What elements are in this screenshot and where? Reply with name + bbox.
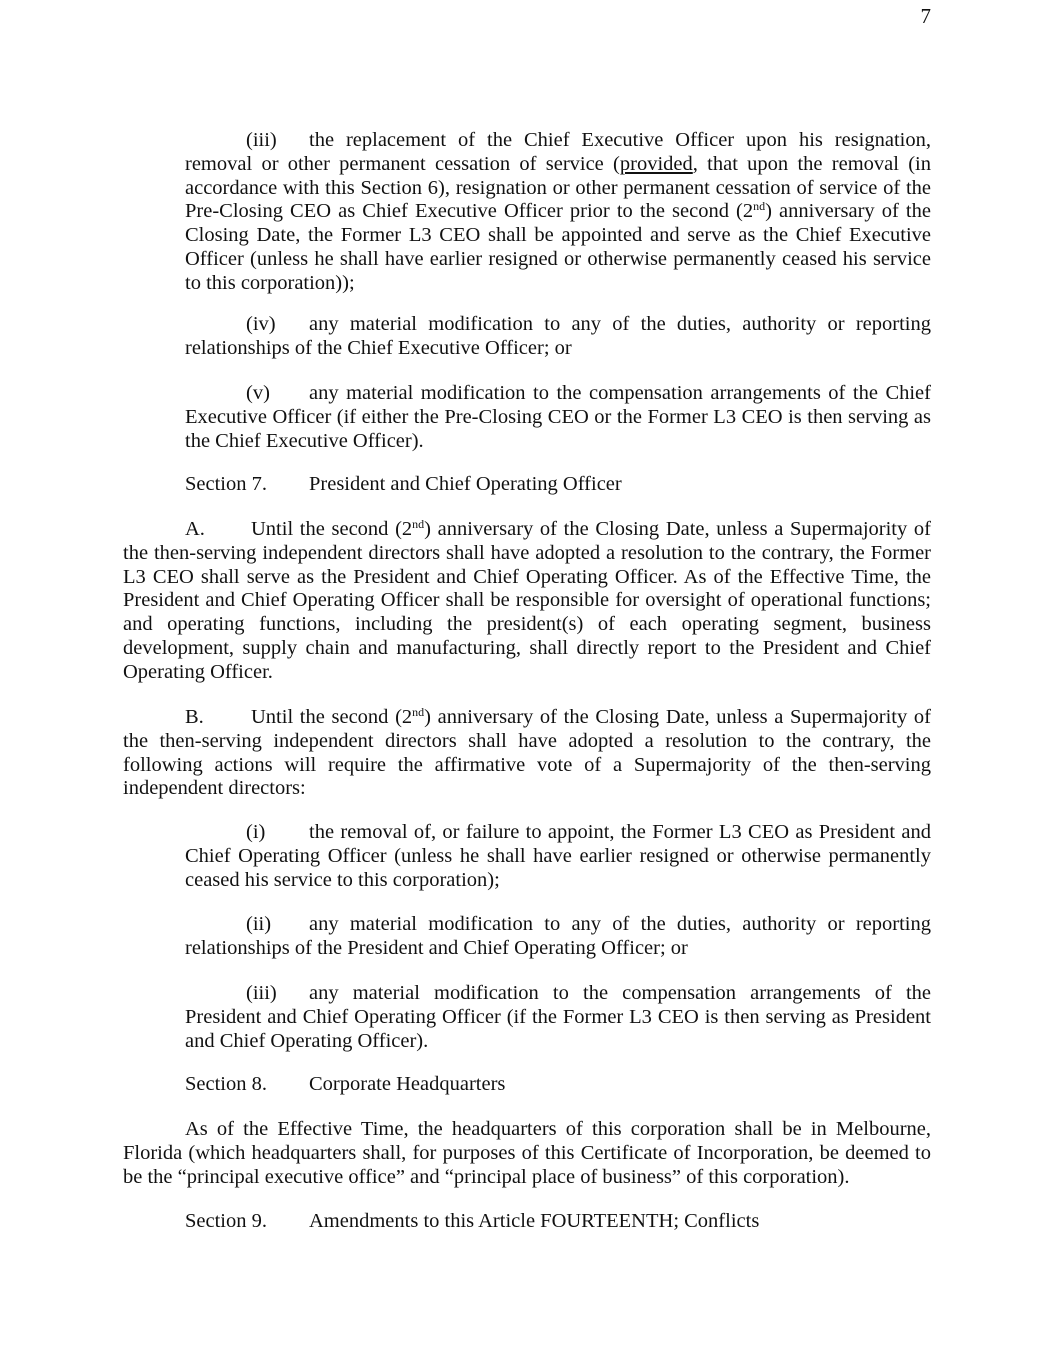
clause-text: the replacement of the Chief Executive Officer upon his resignation, removal or other permanent cessation of service ( <box>185 129 931 175</box>
page-number: 7 <box>920 4 931 28</box>
clause-text: , that upon the removal (in accordance with this Section 6), resignation or other permanent cessation of service of the Pre-Closing CEO as Chief Executive Officer prior to the second (2 <box>185 152 931 223</box>
clause-text: any material modification to the compensation arrangements of the President and Chief Operating Officer (if the Former L3 CEO is then serving as President and Chief Operating Officer). <box>185 982 931 1052</box>
clause-text: any material modification to the compensation arrangements of the Chief Executive Officer (if either the Pre-Closing CEO or the Former L3 CEO is then serving as the Chief Executive Officer). <box>185 382 931 452</box>
paragraph-text: As of the Effective Time, the headquarters of this corporation shall be in Melbourne, Florida (which headquarters shall, for purposes of this Certificate of Incorporation, be deemed to be the “principal executive office” and “principal place of business” of this corporation). <box>123 1118 931 1188</box>
section-7-paragraph-a <box>123 518 931 685</box>
paragraph-text: ) anniversary of the Closing Date, unless a Supermajority of the then-serving independent directors shall have adopted a resolution to the contrary, the following actions will require the affirmative vote of a Supermajority of the then-serving independent directors: <box>123 706 931 800</box>
section-number: Section 7. <box>185 473 267 495</box>
section-8-heading <box>185 1073 505 1097</box>
paragraph-label: A. <box>185 518 205 540</box>
paragraph-text: Until the second (2 <box>251 518 413 540</box>
section-number: Section 8. <box>185 1073 267 1095</box>
section-7-paragraph-b <box>123 706 931 801</box>
section-title: Amendments to this Article FOURTEENTH; Conflicts <box>309 1210 760 1232</box>
clause-ceo-iv <box>185 313 931 361</box>
section-9-heading <box>185 1210 759 1234</box>
clause-label: (iv) <box>246 313 276 335</box>
clause-coo-i <box>185 821 931 892</box>
section-8-paragraph <box>123 1118 931 1189</box>
clause-ceo-iii <box>185 129 931 296</box>
clause-text: any material modification to any of the duties, authority or reporting relationships of the President and Chief Operating Officer; or <box>185 913 931 959</box>
section-number: Section 9. <box>185 1210 267 1232</box>
clause-text: any material modification to any of the duties, authority or reporting relationships of the Chief Executive Officer; or <box>185 313 931 359</box>
clause-text: the removal of, or failure to appoint, the Former L3 CEO as President and Chief Operating Officer (unless he shall have earlier resigned or otherwise permanently ceased his service to this corporation); <box>185 821 931 891</box>
clause-text: ) anniversary of the Closing Date, the Former L3 CEO shall be appointed and serve as the Chief Executive Officer (unless he shall have earlier resigned or otherwise permanently ceased his service to this corporation)); <box>185 200 931 294</box>
clause-label: (i) <box>246 821 266 843</box>
paragraph-text: ) anniversary of the Closing Date, unless a Supermajority of the then-serving independent directors shall have adopted a resolution to the contrary, the Former L3 CEO shall serve as the President and Chief Operating Officer. As of the Effective Time, the President and Chief Operating Officer shall be responsible for oversight of operational functions; and operating functions, including the president(s) of each operating segment, business development, supply chain and manufacturing, shall directly report to the President and Chief Operating Officer. <box>123 518 931 683</box>
section-7-heading <box>185 473 622 497</box>
clause-label: (iii) <box>246 129 277 151</box>
clause-ceo-v <box>185 382 931 453</box>
clause-label: (v) <box>246 382 270 404</box>
paragraph-label: B. <box>185 706 204 728</box>
paragraph-text: Until the second (2 <box>251 706 413 728</box>
clause-label: (iii) <box>246 982 277 1004</box>
section-title: Corporate Headquarters <box>309 1073 506 1095</box>
clause-label: (ii) <box>246 913 272 935</box>
clause-coo-ii <box>185 913 931 961</box>
ordinal-superscript: nd <box>753 199 766 214</box>
ordinal-superscript: nd <box>412 705 425 719</box>
section-title: President and Chief Operating Officer <box>309 473 622 495</box>
ordinal-superscript: nd <box>412 517 425 531</box>
clause-coo-iii <box>185 982 931 1053</box>
provided-term: provided <box>619 152 693 175</box>
